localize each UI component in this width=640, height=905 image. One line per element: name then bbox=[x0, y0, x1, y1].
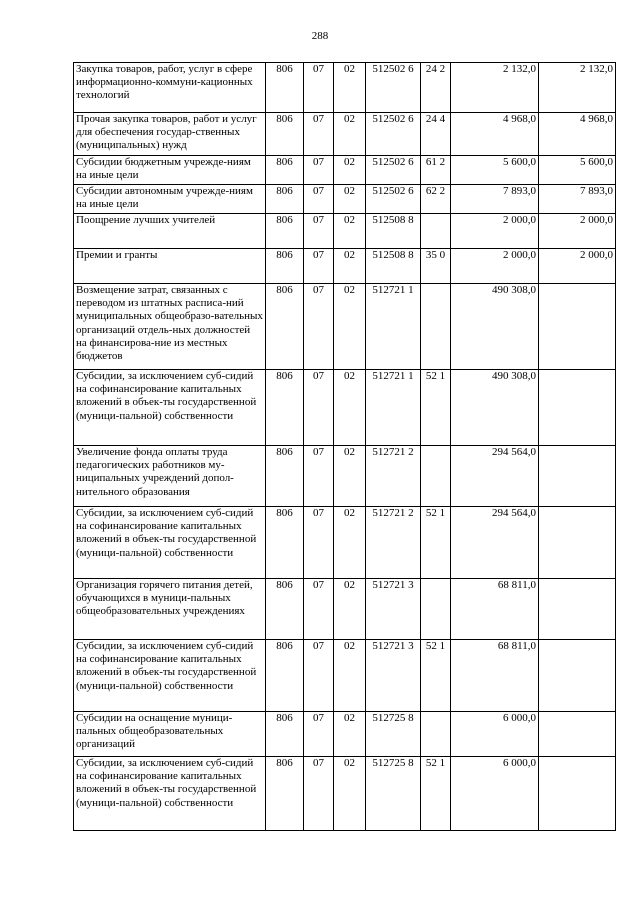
expense-type-code-cell bbox=[421, 446, 451, 507]
subsection-code-cell: 02 bbox=[334, 214, 366, 249]
amount-secondary-cell: 4 968,0 bbox=[539, 113, 616, 156]
target-item-code-cell: 512502 6 bbox=[366, 63, 421, 113]
section-code-cell: 07 bbox=[304, 284, 334, 370]
expense-name-cell: Субсидии, за исключением суб-сидий на софинансирование капитальных вложений в объек-ты государственной (муници-пальной) собственности bbox=[74, 507, 266, 579]
section-code-cell: 07 bbox=[304, 63, 334, 113]
expense-type-code-cell: 62 2 bbox=[421, 185, 451, 214]
department-code-cell: 806 bbox=[266, 757, 304, 831]
target-item-code-cell: 512725 8 bbox=[366, 757, 421, 831]
expense-name-cell: Возмещение затрат, связанных с переводом из штатных расписа-ний муниципальных общеобразо-вательных организаций отдель-ных должностей на финансирова-ние из местных бюджетов bbox=[74, 284, 266, 370]
department-code-cell: 806 bbox=[266, 63, 304, 113]
table-row bbox=[74, 156, 616, 185]
expense-name-cell: Поощрение лучших учителей bbox=[74, 214, 266, 249]
subsection-code-cell: 02 bbox=[334, 63, 366, 113]
table-row bbox=[74, 507, 616, 579]
section-code-cell: 07 bbox=[304, 185, 334, 214]
department-code-cell: 806 bbox=[266, 214, 304, 249]
amount-secondary-cell: 7 893,0 bbox=[539, 185, 616, 214]
expense-name-cell: Субсидии автономным учрежде-ниям на иные цели bbox=[74, 185, 266, 214]
amount-secondary-cell bbox=[539, 370, 616, 446]
expense-type-code-cell: 52 1 bbox=[421, 370, 451, 446]
section-code-cell: 07 bbox=[304, 156, 334, 185]
subsection-code-cell: 02 bbox=[334, 156, 366, 185]
table-row bbox=[74, 640, 616, 712]
subsection-code-cell: 02 bbox=[334, 113, 366, 156]
subsection-code-cell: 02 bbox=[334, 446, 366, 507]
amount-secondary-cell bbox=[539, 757, 616, 831]
expense-type-code-cell bbox=[421, 712, 451, 757]
expense-type-code-cell: 24 2 bbox=[421, 63, 451, 113]
table-row bbox=[74, 249, 616, 284]
table-row bbox=[74, 579, 616, 640]
amount-cell: 2 000,0 bbox=[451, 214, 539, 249]
target-item-code-cell: 512502 6 bbox=[366, 185, 421, 214]
table-row bbox=[74, 185, 616, 214]
table-row bbox=[74, 63, 616, 113]
table-row bbox=[74, 712, 616, 757]
department-code-cell: 806 bbox=[266, 113, 304, 156]
amount-secondary-cell: 2 000,0 bbox=[539, 249, 616, 284]
amount-secondary-cell bbox=[539, 284, 616, 370]
section-code-cell: 07 bbox=[304, 113, 334, 156]
amount-cell: 2 132,0 bbox=[451, 63, 539, 113]
expense-type-code-cell: 52 1 bbox=[421, 507, 451, 579]
department-code-cell: 806 bbox=[266, 185, 304, 214]
subsection-code-cell: 02 bbox=[334, 712, 366, 757]
expense-name-cell: Прочая закупка товаров, работ и услуг для обеспечения государ-ственных (муниципальных) нужд bbox=[74, 113, 266, 156]
amount-cell: 6 000,0 bbox=[451, 757, 539, 831]
department-code-cell: 806 bbox=[266, 249, 304, 284]
target-item-code-cell: 512721 3 bbox=[366, 579, 421, 640]
expense-type-code-cell: 35 0 bbox=[421, 249, 451, 284]
table-row bbox=[74, 757, 616, 831]
amount-cell: 490 308,0 bbox=[451, 284, 539, 370]
expense-name-cell: Увеличение фонда оплаты труда педагогических работников му-ниципальных учреждений допол-нительного образования bbox=[74, 446, 266, 507]
subsection-code-cell: 02 bbox=[334, 249, 366, 284]
expense-type-code-cell bbox=[421, 579, 451, 640]
amount-cell: 5 600,0 bbox=[451, 156, 539, 185]
department-code-cell: 806 bbox=[266, 446, 304, 507]
amount-secondary-cell bbox=[539, 446, 616, 507]
section-code-cell: 07 bbox=[304, 370, 334, 446]
section-code-cell: 07 bbox=[304, 579, 334, 640]
expense-name-cell: Закупка товаров, работ, услуг в сфере информационно-коммуни-кационных технологий bbox=[74, 63, 266, 113]
amount-cell: 68 811,0 bbox=[451, 640, 539, 712]
expense-type-code-cell bbox=[421, 284, 451, 370]
table-row bbox=[74, 113, 616, 156]
subsection-code-cell: 02 bbox=[334, 579, 366, 640]
expense-type-code-cell: 61 2 bbox=[421, 156, 451, 185]
target-item-code-cell: 512508 8 bbox=[366, 214, 421, 249]
amount-secondary-cell bbox=[539, 712, 616, 757]
expense-name-cell: Организация горячего питания детей, обучающихся в муници-пальных общеобразовательных учреждениях bbox=[74, 579, 266, 640]
page-number: 288 bbox=[311, 30, 329, 42]
expense-name-cell: Субсидии на оснащение муници-пальных общеобразовательных организаций bbox=[74, 712, 266, 757]
amount-cell: 4 968,0 bbox=[451, 113, 539, 156]
subsection-code-cell: 02 bbox=[334, 284, 366, 370]
target-item-code-cell: 512721 1 bbox=[366, 370, 421, 446]
expense-type-code-cell: 52 1 bbox=[421, 757, 451, 831]
expense-name-cell: Субсидии, за исключением суб-сидий на софинансирование капитальных вложений в объек-ты государственной (муници-пальной) собственности bbox=[74, 370, 266, 446]
subsection-code-cell: 02 bbox=[334, 757, 366, 831]
amount-cell: 490 308,0 bbox=[451, 370, 539, 446]
target-item-code-cell: 512502 6 bbox=[366, 156, 421, 185]
amount-cell: 7 893,0 bbox=[451, 185, 539, 214]
expense-name-cell: Субсидии, за исключением суб-сидий на софинансирование капитальных вложений в объек-ты государственной (муници-пальной) собственности bbox=[74, 757, 266, 831]
department-code-cell: 806 bbox=[266, 507, 304, 579]
amount-cell: 294 564,0 bbox=[451, 507, 539, 579]
target-item-code-cell: 512721 2 bbox=[366, 507, 421, 579]
section-code-cell: 07 bbox=[304, 446, 334, 507]
expense-name-cell: Субсидии бюджетным учрежде-ниям на иные цели bbox=[74, 156, 266, 185]
table-body bbox=[74, 63, 616, 831]
expense-name-cell: Премии и гранты bbox=[74, 249, 266, 284]
table-row bbox=[74, 214, 616, 249]
table-row bbox=[74, 284, 616, 370]
department-code-cell: 806 bbox=[266, 284, 304, 370]
section-code-cell: 07 bbox=[304, 712, 334, 757]
expense-type-code-cell: 24 4 bbox=[421, 113, 451, 156]
amount-cell: 2 000,0 bbox=[451, 249, 539, 284]
department-code-cell: 806 bbox=[266, 579, 304, 640]
department-code-cell: 806 bbox=[266, 640, 304, 712]
department-code-cell: 806 bbox=[266, 712, 304, 757]
expense-name-cell: Субсидии, за исключением суб-сидий на софинансирование капитальных вложений в объек-ты государственной (муници-пальной) собственности bbox=[74, 640, 266, 712]
target-item-code-cell: 512721 3 bbox=[366, 640, 421, 712]
amount-secondary-cell: 2 000,0 bbox=[539, 214, 616, 249]
amount-cell: 294 564,0 bbox=[451, 446, 539, 507]
target-item-code-cell: 512502 6 bbox=[366, 113, 421, 156]
section-code-cell: 07 bbox=[304, 640, 334, 712]
target-item-code-cell: 512721 1 bbox=[366, 284, 421, 370]
table-row bbox=[74, 446, 616, 507]
subsection-code-cell: 02 bbox=[334, 640, 366, 712]
expense-type-code-cell: 52 1 bbox=[421, 640, 451, 712]
department-code-cell: 806 bbox=[266, 156, 304, 185]
subsection-code-cell: 02 bbox=[334, 507, 366, 579]
amount-cell: 6 000,0 bbox=[451, 712, 539, 757]
department-code-cell: 806 bbox=[266, 370, 304, 446]
target-item-code-cell: 512721 2 bbox=[366, 446, 421, 507]
subsection-code-cell: 02 bbox=[334, 370, 366, 446]
target-item-code-cell: 512725 8 bbox=[366, 712, 421, 757]
amount-secondary-cell bbox=[539, 507, 616, 579]
subsection-code-cell: 02 bbox=[334, 185, 366, 214]
budget-table bbox=[73, 62, 616, 831]
amount-secondary-cell: 2 132,0 bbox=[539, 63, 616, 113]
section-code-cell: 07 bbox=[304, 757, 334, 831]
section-code-cell: 07 bbox=[304, 249, 334, 284]
amount-secondary-cell bbox=[539, 579, 616, 640]
target-item-code-cell: 512508 8 bbox=[366, 249, 421, 284]
section-code-cell: 07 bbox=[304, 214, 334, 249]
amount-cell: 68 811,0 bbox=[451, 579, 539, 640]
table-row bbox=[74, 370, 616, 446]
amount-secondary-cell bbox=[539, 640, 616, 712]
section-code-cell: 07 bbox=[304, 507, 334, 579]
expense-type-code-cell bbox=[421, 214, 451, 249]
amount-secondary-cell: 5 600,0 bbox=[539, 156, 616, 185]
